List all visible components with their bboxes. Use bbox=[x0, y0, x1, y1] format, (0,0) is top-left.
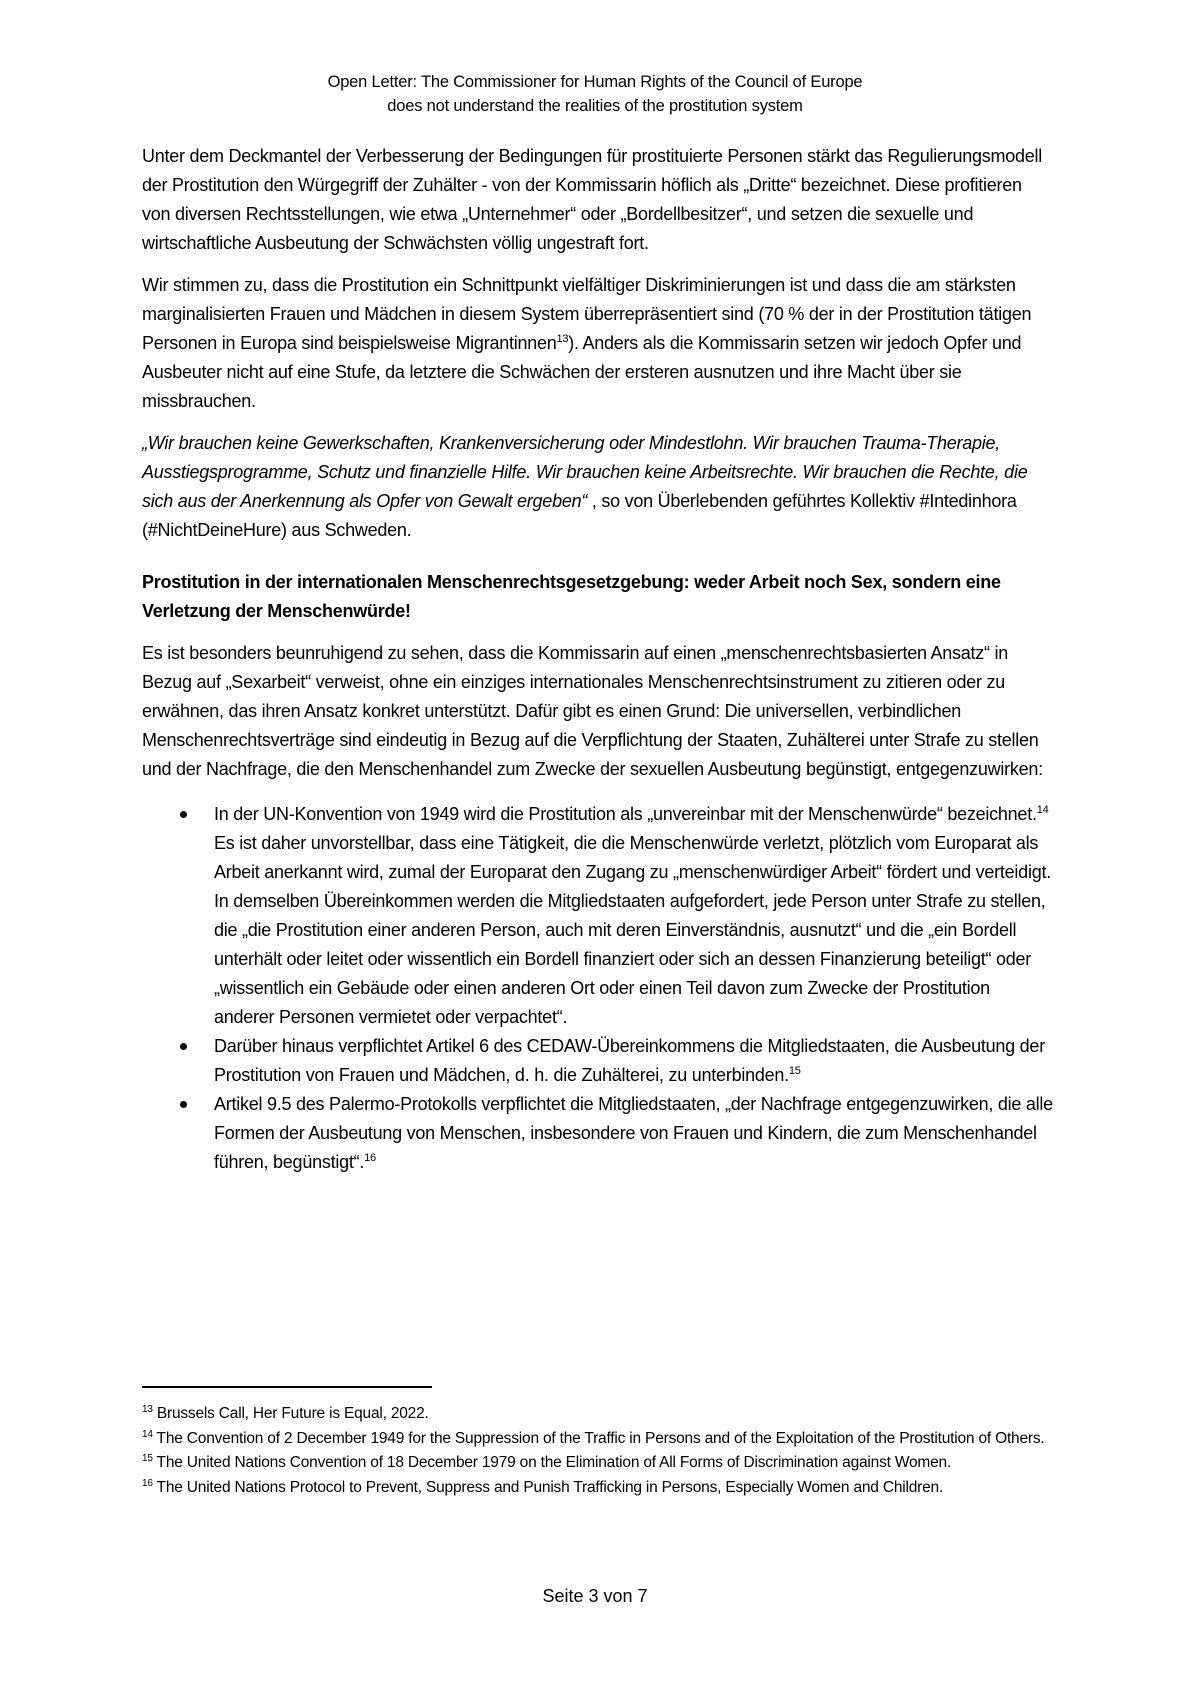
footnote-ref[interactable]: 13 bbox=[556, 333, 569, 345]
page-number: Seite 3 von 7 bbox=[542, 1586, 648, 1606]
paragraph-text: ). Anders als die Kommissarin setzen wir jedoch Opfer und Ausbeuter nicht auf eine Stufe, da letztere die Schwächen der ersteren ausnutzen und ihre Macht über sie missbrauchen. bbox=[142, 333, 1022, 411]
bullet-text: Darüber hinaus verpflichtet Artikel 6 des CEDAW-Übereinkommens die Mitgliedstaaten, die Ausbeutung der Prostitution von Frauen und Mädchen, d. h. die Zuhälterei, zu unterbinden. bbox=[214, 1036, 1045, 1085]
footnote-text: The United Nations Convention of 18 December 1979 on the Elimination of All Forms of Discrimination against Women. bbox=[152, 1454, 952, 1471]
bullet-icon bbox=[180, 1043, 187, 1050]
bullet-item bbox=[142, 1090, 1054, 1177]
paragraph-text: Wir stimmen zu, dass die Prostitution ein Schnittpunkt vielfältiger Diskriminierungen ist und dass die am stärksten marginalisierten Frauen und Mädchen in diesem System überrepräsentiert sind (70 % der in der Prostitution tätigen Personen in Europa sind beispielsweise Migrantinnen bbox=[142, 275, 1032, 353]
header-line-1: Open Letter: The Commissioner for Human Rights of the Council of Europe bbox=[327, 73, 863, 91]
bullet-item bbox=[142, 1032, 1054, 1090]
footnote bbox=[142, 1402, 1054, 1427]
section-intro: Es ist besonders beunruhigend zu sehen, dass die Kommissarin auf einen „menschenrechtsbasierten Ansatz“ in Bezug auf „Sexarbeit“ verweist, ohne ein einziges internationales Menschenrechtsinstrument zu zitieren oder zu erwähnen, das ihren Ansatz konkret unterstützt. Dafür gibt es einen Grund: Die universellen, verbindlichen Menschenrechtsverträge sind eindeutig in Bezug auf die Verpflichtung der Staaten, Zuhälterei unter Strafe zu stellen und der Nachfrage, die den Menschenhandel zum Zwecke der sexuellen Ausbeutung begünstigt, entgegenzuwirken: bbox=[142, 643, 1043, 779]
bullet-icon bbox=[180, 811, 187, 818]
paragraph-discrimination bbox=[142, 271, 1054, 416]
survivor-quote: „Wir brauchen keine Gewerkschaften, Krankenversicherung oder Mindestlohn. Wir brauchen Trauma-Therapie, Ausstiegsprogramme, Schutz und finanzielle Hilfe. Wir brauchen keine Arbeitsrechte. Wir brauchen die Rechte, die sich aus der Anerkennung als Opfer von Gewalt ergeben“ bbox=[142, 433, 1028, 511]
paragraph-quote bbox=[142, 429, 1054, 545]
footnote bbox=[142, 1451, 1054, 1476]
footnote bbox=[142, 1476, 1054, 1501]
footnote-ref[interactable]: 16 bbox=[364, 1152, 376, 1164]
bullet-icon bbox=[180, 1101, 187, 1108]
section-heading: Prostitution in der internationalen Menschenrechtsgesetzgebung: weder Arbeit noch Sex, sondern eine Verletzung der Menschenwürde! bbox=[142, 572, 1001, 621]
footnote-text: The Convention of 2 December 1949 for the Suppression of the Traffic in Persons and of the Exploitation of the Prostitution of Others. bbox=[152, 1429, 1045, 1447]
header-line-2: does not understand the realities of the prostitution system bbox=[387, 97, 803, 115]
footnote-number: 14 bbox=[142, 1428, 153, 1440]
bullet-continuation: In demselben Übereinkommen werden die Mitgliedstaaten aufgefordert, jede Person unter Strafe zu stellen, die „die Prostitution einer anderen Person, auch mit deren Einverständnis, ausnutzt“ und die „ein Bordell unterhält oder leitet oder wissentlich ein Bordell finanziert oder sich an dessen Finanzierung beteiligt“ oder „wissentlich ein Gebäude oder einen anderen Ort oder einen Teil davon zum Zwecke der Prostitution anderer Personen vermietet oder verpachtet“. bbox=[214, 891, 1046, 1027]
footnote-ref[interactable]: 15 bbox=[788, 1065, 801, 1077]
footnote-text: Brussels Call, Her Future is Equal, 2022. bbox=[152, 1405, 429, 1422]
paragraph-regulation: Unter dem Deckmantel der Verbesserung der Bedingungen für prostituierte Personen stärkt das Regulierungsmodell der Prostitution den Würgegriff der Zuhälter - von der Kommissarin höflich als „Dritte“ bezeichnet. Diese profitieren von diversen Rechtsstellungen, wie etwa „Unternehmer“ oder „Bordellbesitzer“, und setzen die sexuelle und wirtschaftliche Ausbeutung der Schwächsten völlig ungestraft fort. bbox=[142, 146, 1043, 253]
bullet-list bbox=[142, 800, 1054, 1177]
bullet-text: Es ist daher unvorstellbar, dass eine Tätigkeit, die die Menschenwürde verletzt, plötzlich vom Europarat als Arbeit anerkannt wird, zumal der Europarat den Zugang zu „menschenwürdiger Arbeit“ fördert und verteidigt. bbox=[214, 833, 1051, 882]
document-body bbox=[142, 142, 1054, 1177]
bullet-text: Artikel 9.5 des Palermo-Protokolls verpflichtet die Mitgliedstaaten, „der Nachfrage entgegenzuwirken, die alle Formen der Ausbeutung von Menschen, insbesondere von Frauen und Kindern, die zum Menschenhandel führen, begünstigt“. bbox=[214, 1094, 1053, 1172]
page-header bbox=[0, 70, 1190, 118]
footnote-separator bbox=[142, 1386, 432, 1388]
footnotes bbox=[142, 1402, 1054, 1500]
footnote-text: The United Nations Protocol to Prevent, Suppress and Punish Trafficking in Persons, Especially Women and Children. bbox=[152, 1478, 944, 1496]
quote-attribution: , so von Überlebenden geführtes Kollektiv #Intedinhora (#NichtDeineHure) aus Schweden. bbox=[142, 491, 1017, 540]
footnote bbox=[142, 1427, 1054, 1452]
footnote-ref[interactable]: 14 bbox=[1036, 804, 1049, 816]
bullet-text: In der UN-Konvention von 1949 wird die Prostitution als „unvereinbar mit der Menschenwürde“ bezeichnet. bbox=[214, 804, 1037, 824]
footnote-number: 15 bbox=[142, 1452, 153, 1464]
footnote-number: 13 bbox=[142, 1403, 153, 1415]
bullet-item bbox=[142, 800, 1054, 1032]
footnote-number: 16 bbox=[142, 1477, 153, 1489]
